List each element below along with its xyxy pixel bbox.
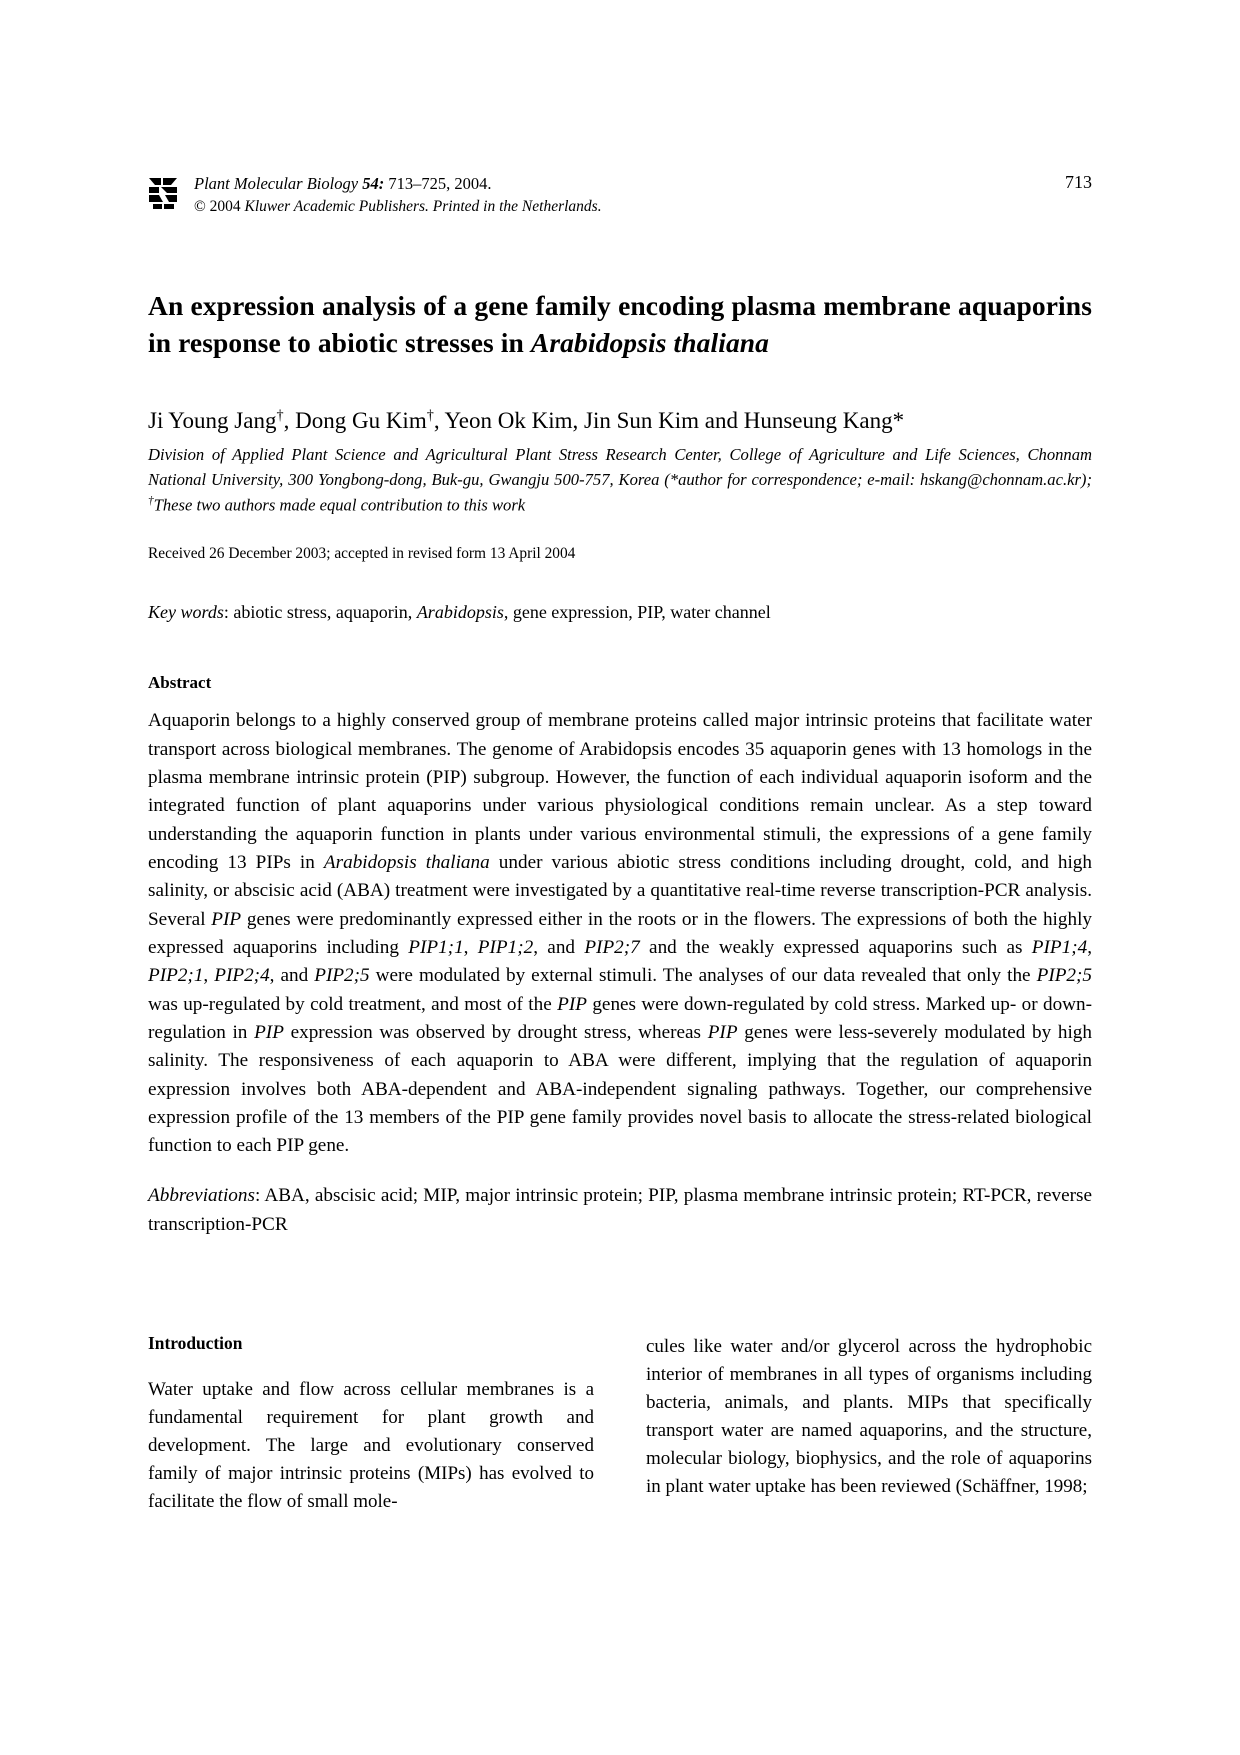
abbreviations (148, 1182, 1092, 1239)
copyright-symbol-text: © 2004 (194, 197, 245, 215)
journal-name: Plant Molecular Biology (194, 174, 359, 193)
publisher-name: Kluwer Academic Publishers. Printed in the Netherlands. (244, 197, 602, 215)
kluwer-pinwheel-logo-icon (148, 176, 178, 210)
page-content (148, 168, 1092, 1516)
column-right (646, 1333, 1092, 1516)
author-footnote-marker: † (276, 407, 284, 424)
journal-pages: 713–725, 2004. (384, 174, 492, 193)
received-date: Received 26 December 2003; accepted in revised form 13 April 2004 (148, 545, 576, 563)
introduction-heading: Introduction (148, 1333, 243, 1354)
intro-paragraph-right: cules like water and/or glycerol across the hydrophobic interior of membranes in all types of organisms including bacteria, animals, and plants. MIPs that specifically transport water are named aquaporins, and the structure, molecular biology, biophysics, and the role of aquaporins in plant water uptake has been reviewed (Schäffner, 1998; (646, 1336, 1092, 1497)
abstract-text: Aquaporin belongs to a highly conserved group of membrane proteins called major intrinsic proteins that facilitate water transport across biological membranes. The genome of Arabidopsis encodes 35 aquaporin genes with 13 homologs in the plasma membrane intrinsic protein (PIP) subgroup. However, the function of each individual aquaporin isoform and the integrated function of plant aquaporins under various physiological conditions remain unclear. As a step toward understanding the aquaporin function in plants under various environmental stimuli, the expressions of a gene family encoding 13 PIPs in Arabidopsis thaliana under various abiotic stress conditions including drought, cold, and high salinity, or abscisic acid (ABA) treatment were investigated by a quantitative real-time reverse transcription-PCR analysis. Several PIP genes were predominantly expressed either in the roots or in the flowers. The expressions of both the highly expressed aquaporins including PIP1;1, PIP1;2, and PIP2;7 and the weakly expressed aquaporins such as PIP1;4, PIP2;1, PIP2;4, and PIP2;5 were modulated by external stimuli. The analyses of our data revealed that only the PIP2;5 was up-regulated by cold treatment, and most of the PIP genes were down-regulated by cold stress. Marked up- or down-regulation in PIP expression was observed by drought stress, whereas PIP genes were less-severely modulated by high salinity. The responsiveness of each aquaporin to ABA were different, implying that the regulation of aquaporin expression involves both ABA-dependent and ABA-independent signaling pathways. Together, our comprehensive expression profile of the 13 members of the PIP gene family provides novel basis to allocate the stress-related biological function to each PIP gene. (148, 710, 1093, 1157)
journal-volume: 54: (362, 174, 385, 193)
affiliation: Division of Applied Plant Science and Agricultural Plant Stress Research Center, College of Agriculture and Life Sciences, Chonnam National University, 300 Yongbong-dong, Buk-gu, Gwangju 500-757, Korea (*author for correspondence; e-mail: hskang@chonnam.ac.kr); †These two authors made equal contribution to this work (148, 445, 1092, 515)
intro-paragraph-left: Water uptake and flow across cellular membranes is a fundamental requirement for plant growth and development. The large and evolutionary conserved family of major intrinsic proteins (MIPs) has evolved to facilitate the flow of small mole- (148, 1379, 594, 1512)
page-title (148, 288, 1092, 361)
abstract-heading: Abstract (148, 673, 212, 693)
page-number: 713 (1065, 172, 1092, 192)
keywords-list: : abiotic stress, aquaporin, Arabidopsis, gene expression, PIP, water channel (223, 602, 771, 623)
title-species: Arabidopsis thaliana (530, 326, 770, 358)
affiliation-footnote-marker: † (148, 494, 154, 507)
keywords (148, 599, 1092, 625)
title-main: An expression analysis of a gene family encoding plasma membrane aquaporins in response to abiotic stresses in (148, 290, 1092, 358)
author-footnote-marker: † (426, 407, 434, 424)
column-left (148, 1333, 594, 1516)
abbreviations-text: : ABA, abscisic acid; MIP, major intrinsic protein; PIP, plasma membrane intrinsic protein; RT-PCR, reverse transcription-PCR (148, 1185, 1092, 1235)
abbreviations-label: Abbreviations (148, 1185, 255, 1207)
journal-citation-line (194, 172, 602, 196)
author-list: Ji Young Jang†, Dong Gu Kim†, Yeon Ok Kim, Jin Sun Kim and Hunseung Kang* (148, 407, 905, 434)
masthead-text (194, 172, 602, 218)
journal-masthead (148, 168, 1092, 226)
copyright-line (194, 196, 602, 218)
body-columns (148, 1333, 1092, 1516)
keywords-label: Key words (148, 602, 224, 623)
